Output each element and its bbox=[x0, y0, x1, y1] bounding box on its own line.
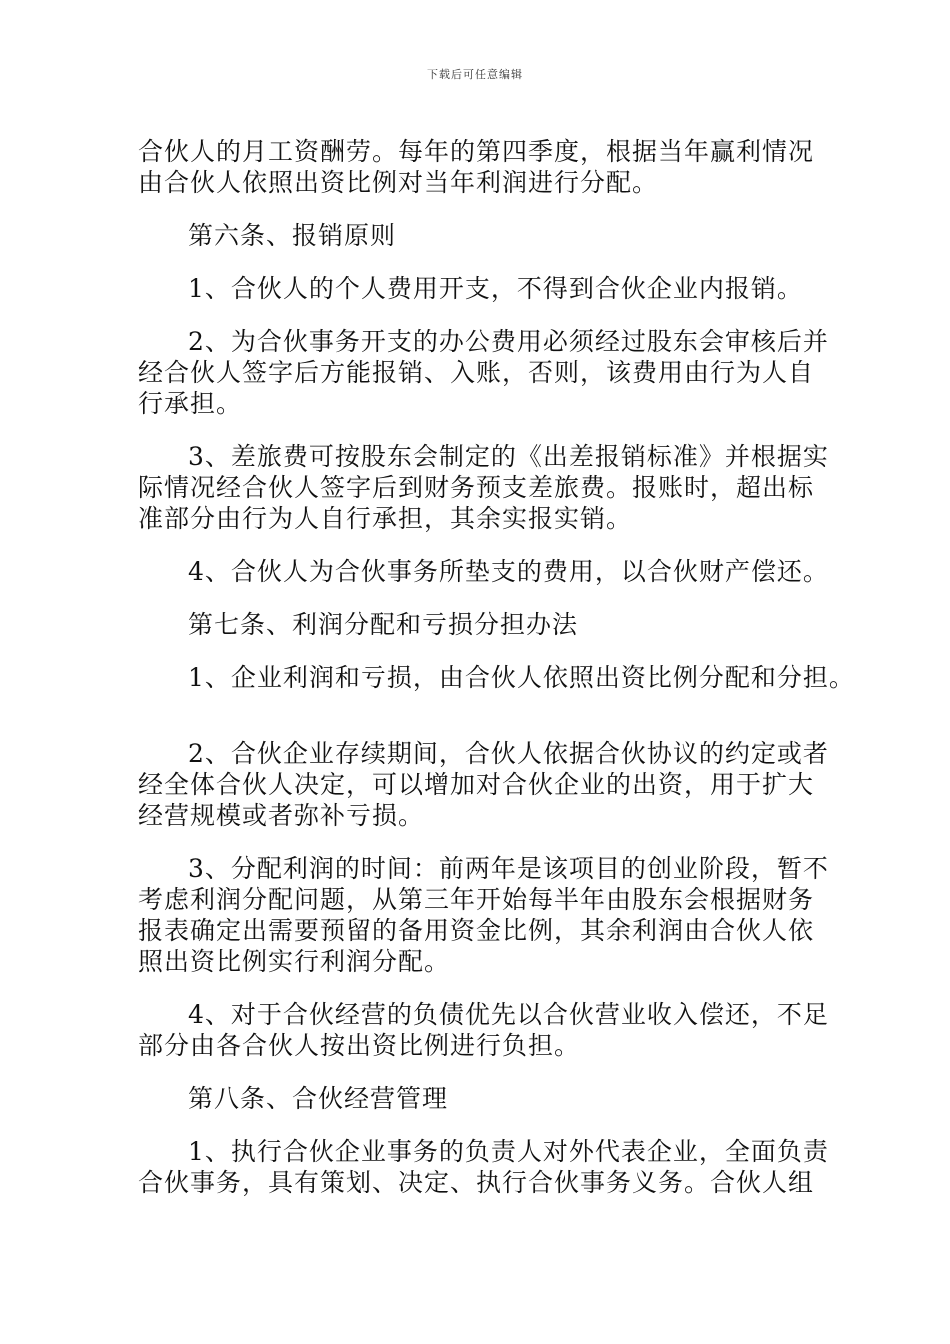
header-note: 下载后可任意编辑 bbox=[427, 68, 523, 81]
article-6-item-1 bbox=[138, 273, 818, 304]
paragraph-line: 1、执行合伙企业事务的负责人对外代表企业，全面负责 bbox=[188, 1137, 829, 1166]
article-6-heading bbox=[138, 220, 818, 251]
article-6-item-3 bbox=[138, 441, 829, 534]
paragraph-line: 照出资比例实行利润分配。 bbox=[138, 947, 451, 976]
heading-text: 第七条、利润分配和亏损分担办法 bbox=[188, 610, 579, 639]
paragraph-line: 3、分配利润的时间：前两年是该项目的创业阶段，暂不 bbox=[188, 854, 829, 883]
article-7-item-1 bbox=[138, 662, 855, 693]
paragraph-line: 合伙事务，具有策划、决定、执行合伙事务义务。合伙人组 bbox=[138, 1168, 815, 1197]
paragraph-line: 际情况经合伙人签字后到财务预支差旅费。报账时，超出标 bbox=[138, 473, 815, 502]
paragraph-line: 经营规模或者弥补亏损。 bbox=[138, 801, 425, 830]
paragraph-line: 经全体合伙人决定，可以增加对合伙企业的出资，用于扩大 bbox=[138, 770, 815, 799]
paragraph-line: 2、为合伙事务开支的办公费用必须经过股东会审核后并 bbox=[188, 327, 829, 356]
article-6-item-4 bbox=[138, 556, 829, 587]
paragraph-salary-continued bbox=[138, 136, 818, 198]
heading-text: 第八条、合伙经营管理 bbox=[188, 1084, 449, 1113]
paragraph-line: 1、合伙人的个人费用开支，不得到合伙企业内报销。 bbox=[188, 274, 803, 303]
paragraph-line: 合伙人的月工资酬劳。每年的第四季度，根据当年赢利情况 bbox=[138, 137, 815, 166]
article-7-item-3 bbox=[138, 853, 829, 977]
paragraph-line: 部分由各合伙人按出资比例进行负担。 bbox=[138, 1031, 581, 1060]
paragraph-line: 考虑利润分配问题，从第三年开始每半年由股东会根据财务 bbox=[138, 885, 815, 914]
paragraph-line: 经合伙人签字后方能报销、入账，否则，该费用由行为人自 bbox=[138, 358, 815, 387]
paragraph-line: 1、企业利润和亏损，由合伙人依照出资比例分配和分担。 bbox=[188, 663, 855, 692]
article-6-item-2 bbox=[138, 326, 829, 419]
article-7-heading bbox=[138, 609, 818, 640]
paragraph-line: 由合伙人依照出资比例对当年利润进行分配。 bbox=[138, 168, 659, 197]
heading-text: 第六条、报销原则 bbox=[188, 221, 397, 250]
document-body bbox=[138, 136, 855, 1198]
paragraph-line: 3、差旅费可按股东会制定的《出差报销标准》并根据实 bbox=[188, 442, 829, 471]
paragraph-line: 2、合伙企业存续期间，合伙人依据合伙协议的约定或者 bbox=[188, 739, 829, 768]
article-8-heading bbox=[138, 1083, 818, 1114]
article-8-item-1 bbox=[138, 1136, 829, 1198]
paragraph-line: 4、合伙人为合伙事务所垫支的费用，以合伙财产偿还。 bbox=[188, 557, 829, 586]
article-7-item-2 bbox=[138, 738, 829, 831]
paragraph-line: 4、对于合伙经营的负债优先以合伙营业收入偿还，不足 bbox=[188, 1000, 829, 1029]
paragraph-line: 报表确定出需要预留的备用资金比例，其余利润由合伙人依 bbox=[138, 916, 815, 945]
paragraph-line: 行承担。 bbox=[138, 389, 243, 418]
paragraph-line: 准部分由行为人自行承担，其余实报实销。 bbox=[138, 504, 633, 533]
article-7-item-4 bbox=[138, 999, 829, 1061]
